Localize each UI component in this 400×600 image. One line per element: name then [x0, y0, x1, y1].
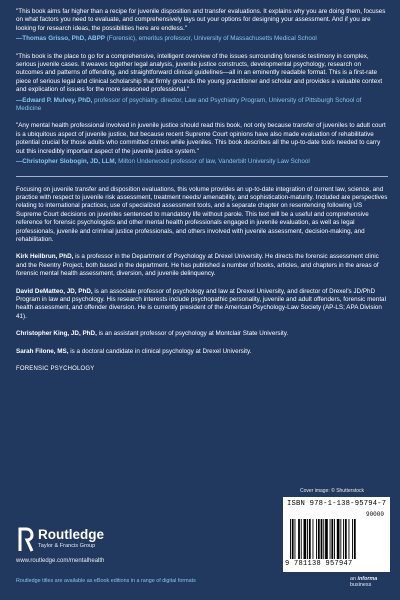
barcode	[283, 497, 390, 572]
author-bio-text: is a doctoral candidate in clinical psychology at Drexel University.	[68, 347, 252, 355]
attribution-name: —Christopher Slobogin, JD, LLM,	[16, 158, 117, 166]
attribution-role: (Forensic), emeritus professor, University of Massachusetts Medical School	[105, 35, 317, 43]
section-divider	[16, 176, 388, 177]
quote-text: "This book is the place to go for a comprehensive, intelligent overview of the issues surrounding forensic testimony in complex, serious juvenile cases. It weaves together legal analysis, juvenile justice constructs, developmental psychology, research on outcomes and patterns of offending, and straightforward clinical guidelines—all in an eminently readable format. This is a first-rate piece of serious legal and clinical scholarship that firmly grounds the young practitioner and scholar and provides a valuable context and explication of issues for the more seasoned professional."	[16, 52, 383, 94]
cover-text	[16, 8, 388, 373]
quote-text: "Any mental health professional involved in juvenile justice should read this book, not only because transfer of juveniles to adult court is a ubiquitous aspect of juvenile justice, but because recent Supreme Court opinions have also made evaluation of rehabilitative potential crucial for those adults who committed crimes while juveniles. This book describes all the up-to-date tools needed to carry out this incredibly important aspect of the juvenile justice system."	[16, 122, 386, 155]
quote-attribution	[16, 35, 388, 43]
attribution-role: professor of psychiatry, director, Law and Psychiatry Program, University of Pittsburgh School of Medicine	[16, 96, 362, 113]
cover-image-credit: Cover image: © Shutterstock	[300, 488, 364, 494]
attribution-name: —Thomas Grisso, PhD, ABPP	[16, 35, 105, 43]
quote-attribution	[16, 97, 388, 114]
author-bio	[16, 253, 388, 278]
author-bio-text: is an assistant professor of psychology at Montclair State University.	[96, 330, 289, 338]
routledge-logo-icon	[16, 526, 34, 552]
quote-attribution	[16, 158, 388, 166]
barcode-bars	[289, 519, 384, 559]
ebook-note: Routledge titles are available as eBook editions in a range of digital formats	[16, 578, 196, 584]
publisher-name: Routledge	[38, 527, 104, 542]
author-bio-text: is a professor in the Department of Psychology at Drexel University. He directs the forensic assessment clinic and the Reentry Project, both based in the department. He has published a number of books, articles, and chapters in the areas of forensic mental health assessment, diversion, and juvenile delinquency.	[16, 253, 379, 278]
author-bio	[16, 348, 388, 356]
quote-text: "This book aims far higher than a recipe for juvenile disposition and transfer evaluations. It explains why you are doing them, focuses on what factors you need to evaluate, and comprehensively lays out your options for designing your assessment. And if you are looking for research ideas, the possibilities here are endless."	[16, 8, 386, 32]
book-description: Focusing on juvenile transfer and disposition evaluations, this volume provides an up-to-date integration of current law, science, and practice with respect to juvenile risk assessment, treatment needs/ amenability, and sophistication-maturity. Included are perspectives relating to international practices, use of specialized assessment tools, and a separate chapter on resentencing following US Supreme Court decisions on juveniles sentenced to mandatory life without parole. This text will be a useful and comprehensive reference for forensic psychologists and other mental health professionals engaged in juvenile evaluation, as well as legal professionals, juvenile and criminal justice professionals, and others involved with juvenile assessment, decision-making, and rehabilitation.	[16, 185, 388, 243]
publisher-subtitle: Taylor & Francis Group	[38, 543, 96, 549]
attribution-role: Milton Underwood professor of law, Vanderbilt University Law School	[116, 158, 310, 166]
subject-category: FORENSIC PSYCHOLOGY	[16, 366, 95, 372]
informa-business-tag	[350, 576, 400, 588]
author-bio-text: is an associate professor of psychology and law at Drexel University, and director of Drexel's JD/PhD Program in law and psychology. His research interests include psychopathic personality, juvenile and adult offenders, forensic mental health assessment, and offender diversion. He is currently president of the American Psychology-Law Society (AP-LS; APA Division 41).	[16, 287, 386, 320]
author-name: Sarah Filone, MS,	[16, 347, 69, 355]
attribution-name: —Edward P. Mulvey, PhD,	[16, 96, 93, 104]
informa-prefix: an	[350, 576, 358, 582]
author-bio	[16, 330, 388, 338]
informa-suffix: business	[350, 582, 372, 588]
barcode-digits: 9 781138 957947	[285, 560, 353, 568]
author-name: Kirk Heilbrun, PhD,	[16, 253, 74, 261]
author-name: David DeMatteo, JD, PhD,	[16, 287, 93, 295]
publisher-website-link[interactable]: www.routledge.com/mentalhealth	[16, 558, 105, 564]
isbn-label: ISBN 978-1-138-95794-7	[287, 500, 387, 508]
author-name: Christopher King, JD, PhD,	[16, 330, 97, 338]
informa-brand: informa	[357, 576, 378, 582]
author-bio	[16, 288, 388, 322]
price-code: 90000	[365, 511, 384, 518]
